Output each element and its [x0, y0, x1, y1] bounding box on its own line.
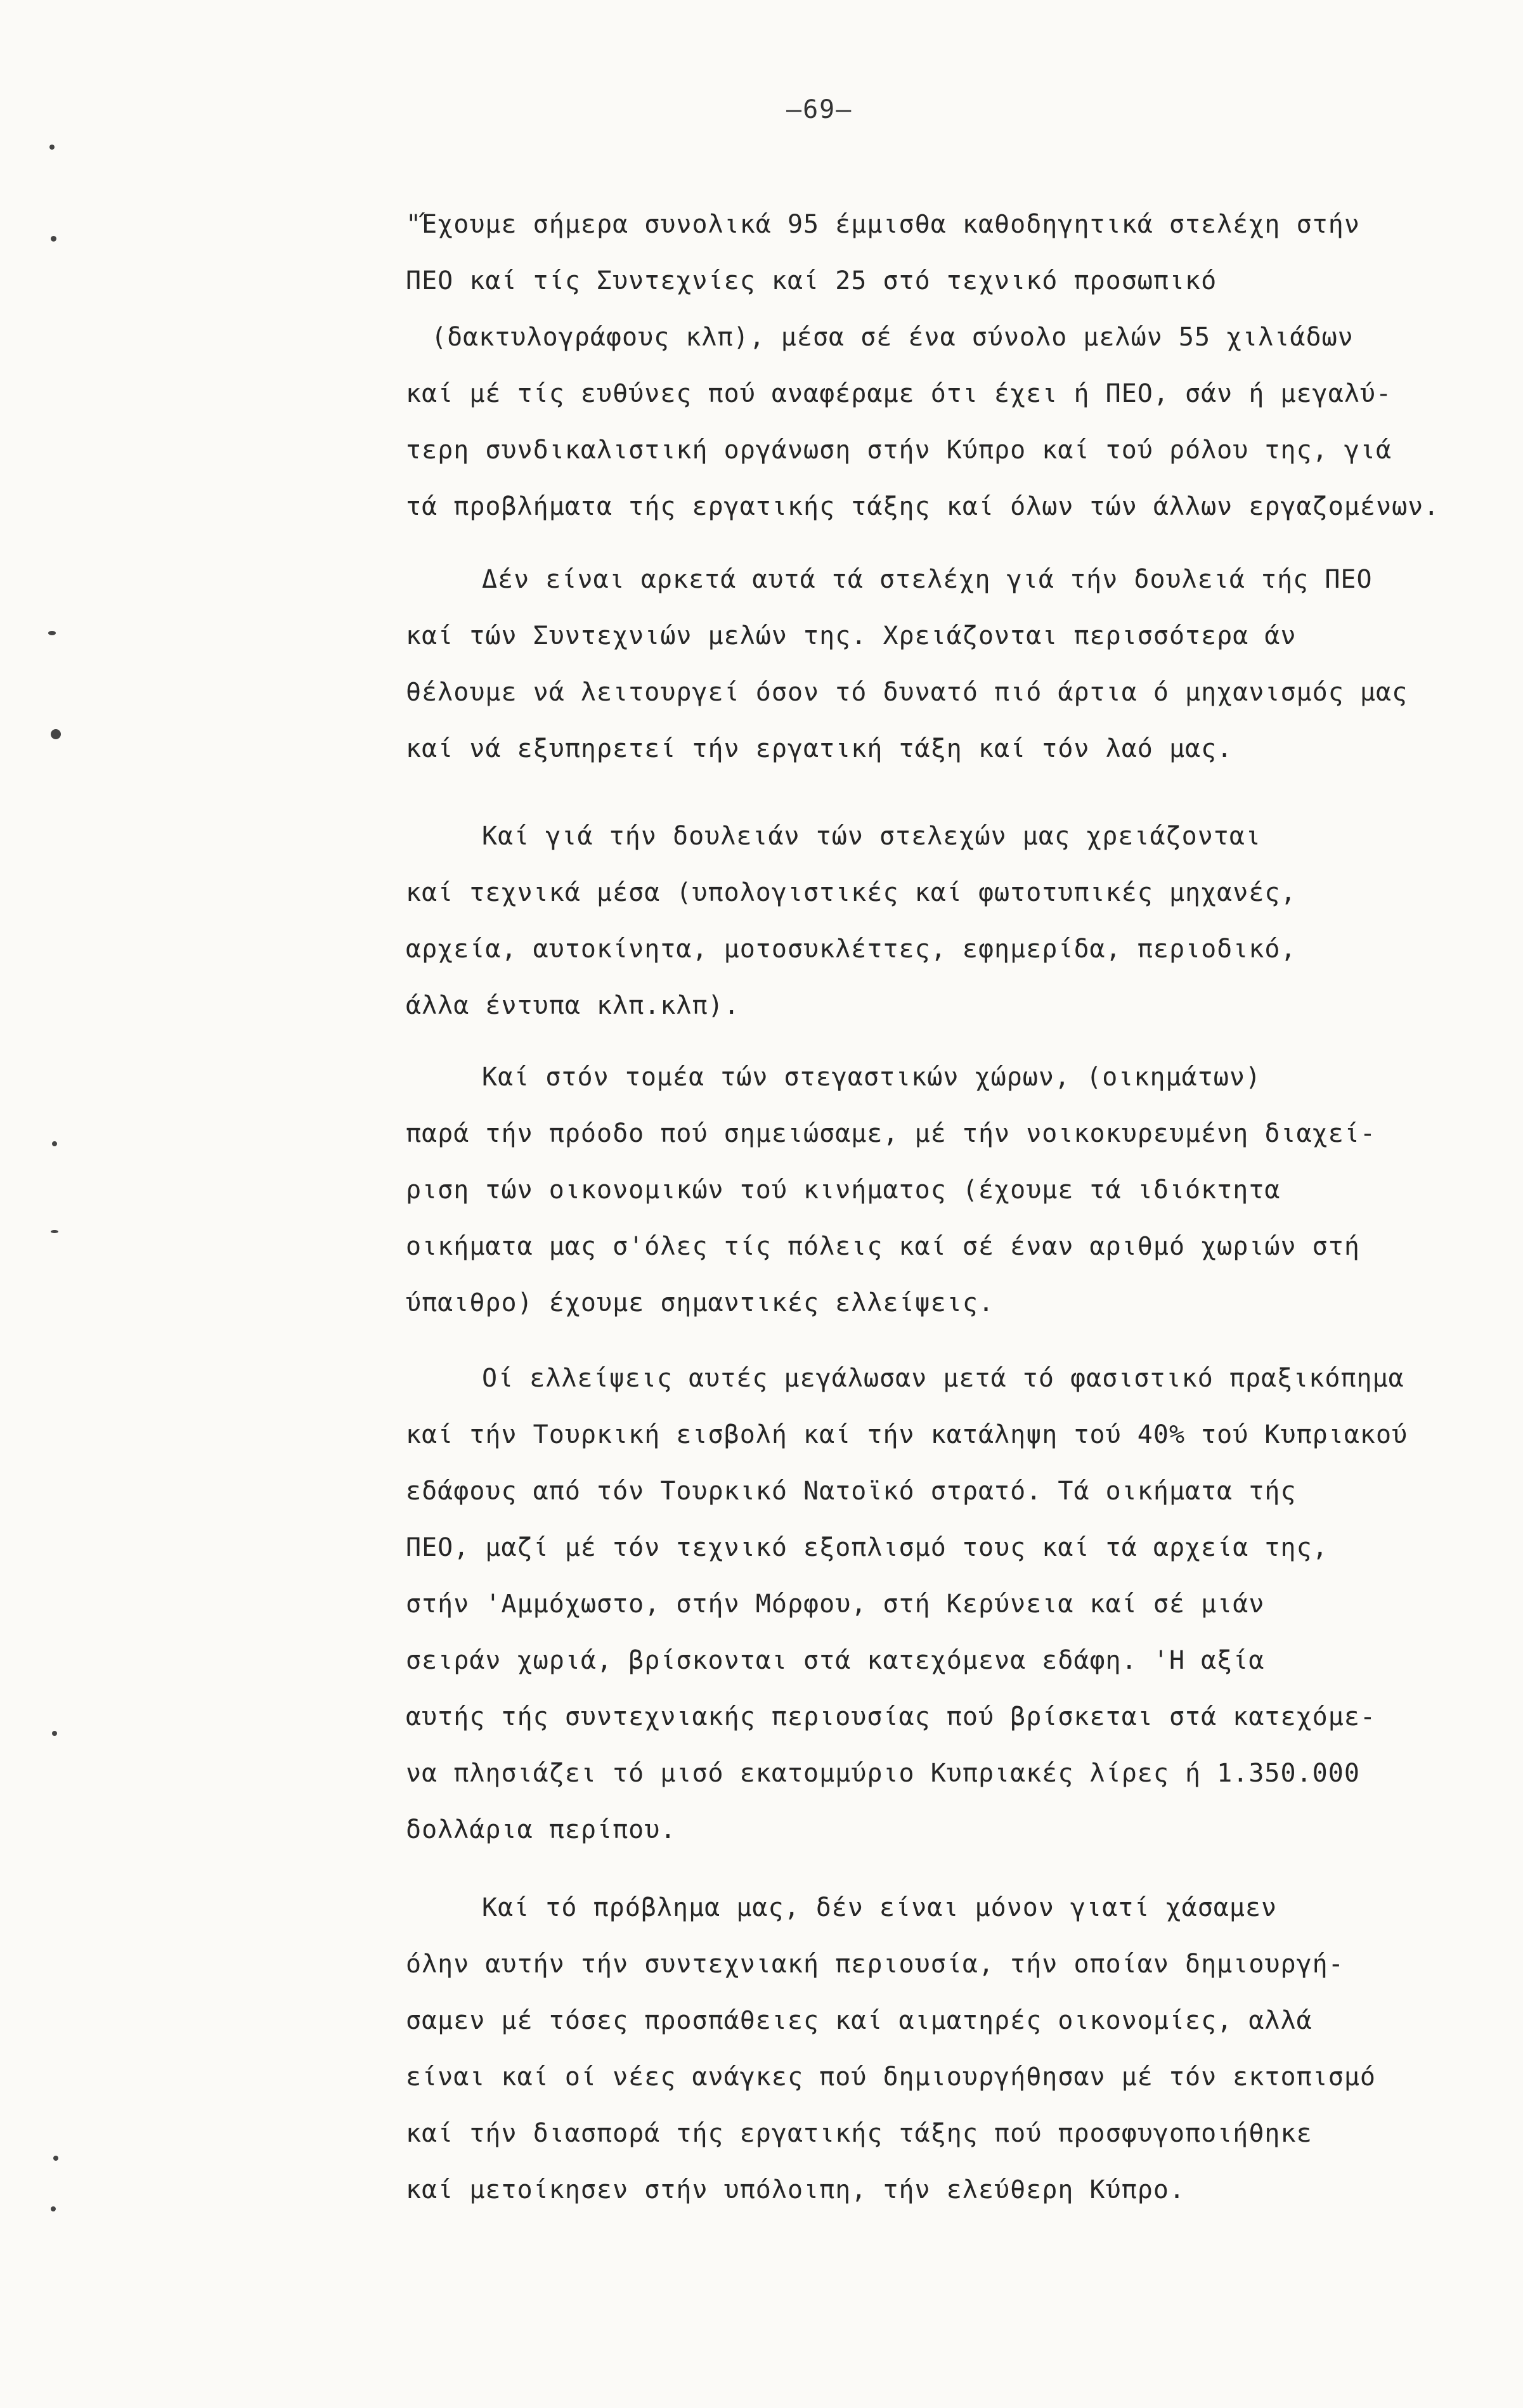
scan-mark — [51, 236, 56, 242]
text-line: αρχεία, αυτοκίνητα, μοτοσυκλέττες, εφημερίδα, περιοδικό, — [406, 935, 1297, 964]
text-line: τά προβλήματα τής εργατικής τάξης καί όλων τών άλλων εργαζομένων. — [406, 492, 1440, 521]
text-line: Καί τό πρόβλημα μας, δέν είναι μόνον γιατί χάσαμεν — [482, 1893, 1278, 1922]
text-line: δολλάρια περίπου. — [406, 1815, 677, 1844]
text-line: καί τήν διασπορά τής εργατικής τάξης πού προσφυγοποιήθηκε — [406, 2119, 1312, 2148]
text-line: καί τών Συντεχνιών μελών της. Χρειάζονται περισσότερα άν — [406, 621, 1297, 651]
page-number: –69– — [786, 95, 853, 124]
text-line: καί μετοίκησεν στήν υπόλοιπη, τήν ελεύθερη Κύπρο. — [406, 2175, 1186, 2204]
scan-mark — [52, 1731, 57, 1736]
paragraph-2 — [406, 552, 1496, 777]
text-line: θέλουμε νά λειτουργεί όσον τό δυνατό πιό άρτια ό μηχανισμός μας — [406, 678, 1408, 707]
text-line: ύπαιθρο) έχουμε σημαντικές ελλείψεις. — [406, 1288, 995, 1317]
text-line: ΠΕΟ, μαζί μέ τόν τεχνικό εξοπλισμό τους καί τά αρχεία της, — [406, 1533, 1328, 1562]
paragraph-5 — [406, 1350, 1496, 1858]
scan-mark — [52, 1141, 57, 1146]
text-line: "Έχουμε σήμερα συνολικά 95 έμμισθα καθοδηγητικά στελέχη στήν — [406, 210, 1360, 239]
text-line: παρά τήν πρόοδο πού σημειώσαμε, μέ τήν νοικοκυρευμένη διαχεί- — [406, 1119, 1377, 1148]
scan-mark — [51, 1230, 58, 1233]
text-line: Οί ελλείψεις αυτές μεγάλωσαν μετά τό φασιστικό πραξικόπημα — [482, 1364, 1404, 1393]
text-line: άλλα έντυπα κλπ.κλπ). — [406, 991, 740, 1020]
text-line: σαμεν μέ τόσες προσπάθειες καί αιματηρές οικονομίες, αλλά — [406, 2006, 1312, 2035]
text-line: Καί στόν τομέα τών στεγαστικών χώρων, (οικημάτων) — [482, 1063, 1262, 1092]
text-line: στήν 'Αμμόχωστο, στήν Μόρφου, στή Κερύνεια καί σέ μιάν — [406, 1589, 1265, 1619]
text-line: σειράν χωριά, βρίσκονται στά κατεχόμενα εδάφη. 'Η αξία — [406, 1646, 1265, 1675]
text-line: καί τήν Τουρκική εισβολή καί τήν κατάληψη τού 40% τού Κυπριακού — [406, 1420, 1408, 1449]
scan-mark — [51, 729, 61, 739]
text-line: ριση τών οικονομικών τού κινήματος (έχουμε τά ιδιόκτητα — [406, 1175, 1281, 1205]
text-line: ΠΕΟ καί τίς Συντεχνίες καί 25 στό τεχνικό προσωπικό — [406, 266, 1217, 295]
text-line: να πλησιάζει τό μισό εκατομμύριο Κυπριακές λίρες ή 1.350.000 — [406, 1759, 1360, 1788]
paragraph-4 — [406, 1049, 1496, 1331]
text-line: είναι καί οί νέες ανάγκες πού δημιουργήθησαν μέ τόν εκτοπισμό — [406, 2062, 1377, 2092]
paragraph-1 — [406, 197, 1496, 535]
text-line: τερη συνδικαλιστική οργάνωση στήν Κύπρο καί τού ρόλου της, γιά — [406, 436, 1392, 465]
paragraph-3 — [406, 808, 1496, 1034]
text-line: καί τεχνικά μέσα (υπολογιστικές καί φωτοτυπικές μηχανές, — [406, 878, 1297, 907]
scan-mark — [48, 631, 56, 635]
text-line: Καί γιά τήν δουλειάν τών στελεχών μας χρειάζονται — [482, 822, 1262, 851]
text-line: καί νά εξυπηρετεί τήν εργατική τάξη καί τόν λαό μας. — [406, 734, 1233, 763]
text-line: καί μέ τίς ευθύνες πού αναφέραμε ότι έχει ή ΠΕΟ, σάν ή μεγαλύ- — [406, 379, 1392, 408]
text-line: οικήματα μας σ'όλες τίς πόλεις καί σέ έναν αριθμό χωριών στή — [406, 1232, 1360, 1261]
scan-mark — [53, 2156, 58, 2161]
text-line: εδάφους από τόν Τουρκικό Νατοϊκό στρατό. Τά οικήματα τής — [406, 1477, 1297, 1506]
scan-mark — [49, 145, 55, 150]
paragraph-6 — [406, 1880, 1496, 2218]
text-line: όλην αυτήν τήν συντεχνιακή περιουσία, τήν οποίαν δημιουργή- — [406, 1950, 1344, 1979]
text-line: αυτής τής συντεχνιακής περιουσίας πού βρίσκεται στά κατεχόμε- — [406, 1702, 1377, 1732]
text-line: (δακτυλογράφους κλπ), μέσα σέ ένα σύνολο μελών 55 χιλιάδων — [431, 323, 1354, 352]
scan-mark — [51, 2206, 56, 2211]
text-line: Δέν είναι αρκετά αυτά τά στελέχη γιά τήν δουλειά τής ΠΕΟ — [482, 565, 1373, 594]
